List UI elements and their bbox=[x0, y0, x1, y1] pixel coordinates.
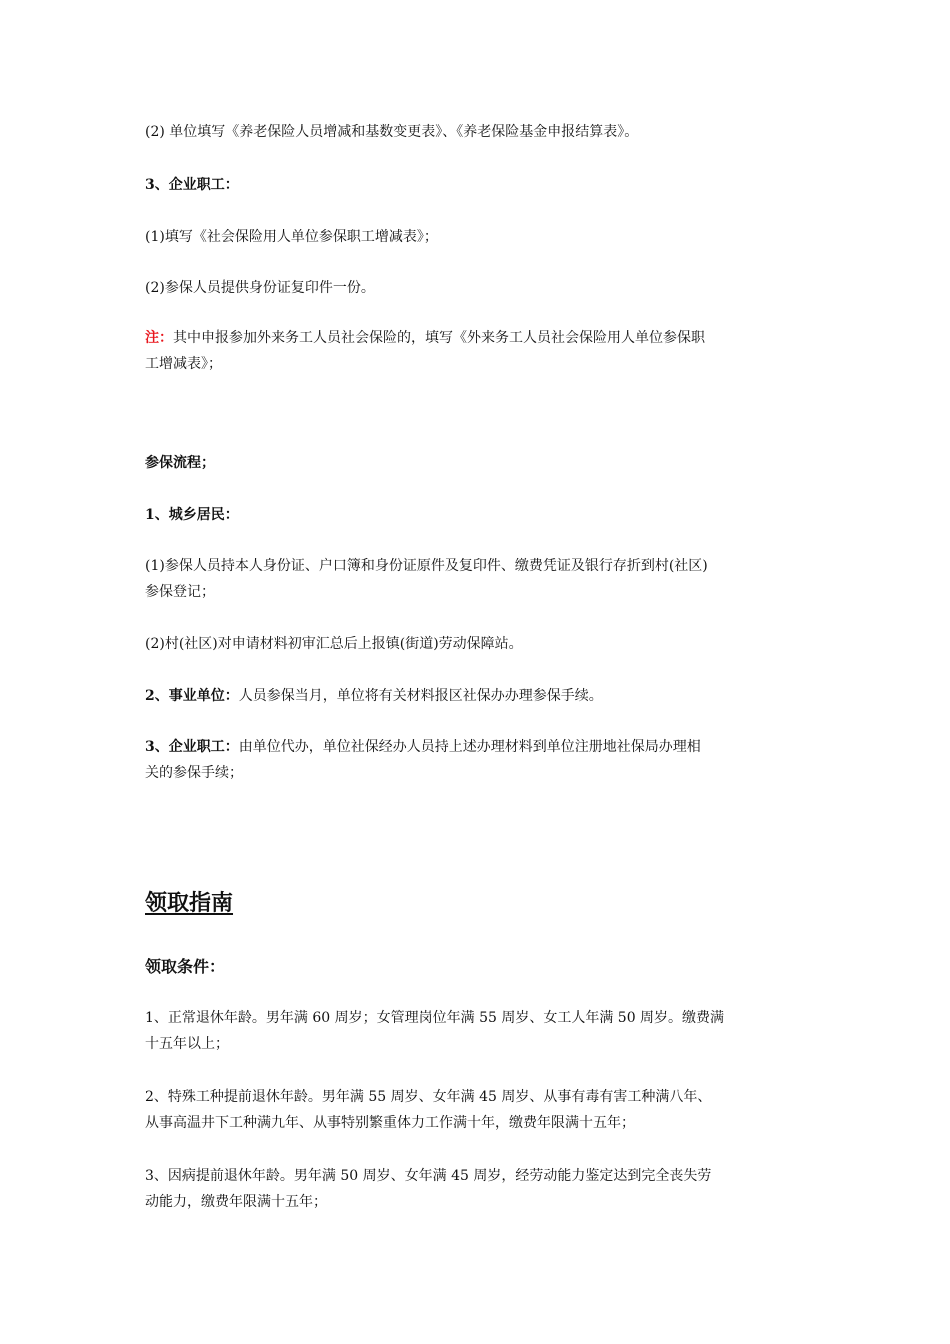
heading-conditions: 领取条件： bbox=[145, 957, 226, 976]
heading-urban-rural: 1、城乡居民： bbox=[145, 507, 239, 523]
paragraph-process-1-line-2: 参保登记； bbox=[145, 584, 215, 600]
condition-3-line-2: 动能力，缴费年限满十五年； bbox=[145, 1194, 327, 1210]
paragraph-fill-form: (1)填写《社会保险用人单位参保职工增减表》； bbox=[145, 229, 438, 245]
public-institution-text: 人员参保当月，单位将有关材料报区社保办办理参保手续。 bbox=[238, 688, 603, 704]
note-line-1 bbox=[145, 325, 810, 351]
condition-1-line-1: 1、正常退休年龄。男年满 60 周岁；女管理岗位年满 55 周岁、女工人年满 50 周岁。缴费满 bbox=[145, 1010, 725, 1026]
paragraph-process-1-line-1: (1)参保人员持本人身份证、户口簿和身份证原件及复印件、缴费凭证及银行存折到村(社区) bbox=[145, 558, 708, 574]
condition-1-line-2: 十五年以上； bbox=[145, 1036, 229, 1052]
condition-3-line-1: 3、因病提前退休年龄。男年满 50 周岁、女年满 45 周岁，经劳动能力鉴定达到完全丧失劳 bbox=[145, 1168, 712, 1184]
enterprise-label: 3、企业职工： bbox=[145, 739, 239, 755]
condition-2-line-1: 2、特殊工种提前退休年龄。男年满 55 周岁、女年满 45 周岁、从事有毒有害工种满八年、 bbox=[145, 1089, 712, 1105]
paragraph-enterprise-line-2: 关的参保手续； bbox=[145, 765, 243, 781]
paragraph-enterprise-line-1 bbox=[145, 734, 810, 760]
heading-process: 参保流程； bbox=[145, 455, 215, 471]
note-text: 其中申报参加外来务工人员社会保险的，填写《外来务工人员社会保险用人单位参保职 bbox=[173, 330, 705, 346]
heading-enterprise-staff: 3、企业职工： bbox=[145, 177, 239, 193]
paragraph-id-copy: (2)参保人员提供身份证复印件一份。 bbox=[145, 280, 375, 296]
note-line-2: 工增减表》； bbox=[145, 356, 222, 372]
paragraph-process-2: (2)村(社区)对申请材料初审汇总后上报镇(街道)劳动保障站。 bbox=[145, 636, 523, 652]
paragraph-unit-forms: (2) 单位填写《养老保险人员增减和基数变更表》、《养老保险基金申报结算表》。 bbox=[145, 124, 639, 140]
note-label: 注： bbox=[145, 330, 173, 346]
enterprise-text: 由单位代办，单位社保经办人员持上述办理材料到单位注册地社保局办理相 bbox=[238, 739, 701, 755]
paragraph-public-institution bbox=[145, 683, 810, 709]
section-title: 领取指南 bbox=[145, 890, 234, 916]
public-institution-label: 2、事业单位： bbox=[145, 688, 239, 704]
condition-2-line-2: 从事高温井下工种满九年、从事特别繁重体力工作满十年，缴费年限满十五年； bbox=[145, 1115, 635, 1131]
